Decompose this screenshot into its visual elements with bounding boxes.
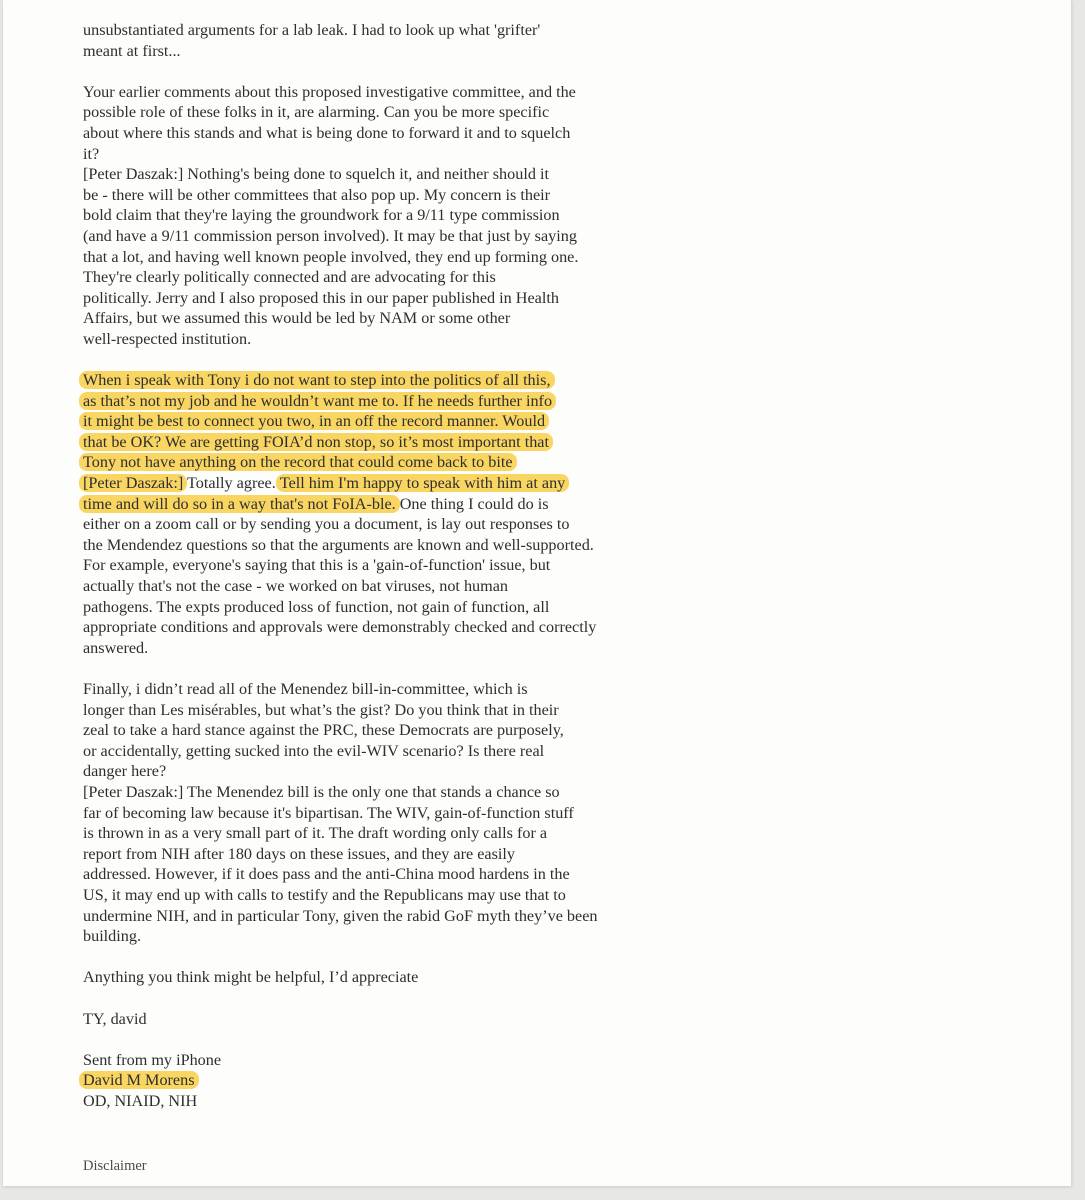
text-line: answered. xyxy=(83,638,149,657)
reply-plain-text: Totally agree. xyxy=(187,474,276,493)
text-line: either on a zoom call or by sending you a document, is lay out responses to xyxy=(83,515,570,534)
text-line: pathogens. The expts produced loss of function, not gain of function, all xyxy=(83,597,550,616)
text-line: Anything you think might be helpful, I’d appreciate xyxy=(83,968,419,987)
highlight-mark: as that’s not my job and he wouldn’t want me to. If he needs further info xyxy=(79,392,556,410)
disclaimer-link[interactable]: Disclaimer xyxy=(83,1158,147,1174)
text-line: appropriate conditions and approvals were demonstrably checked and correctly xyxy=(83,618,597,637)
text-line: is thrown in as a very small part of it. The draft wording only calls for a xyxy=(83,824,548,843)
text-line: that a lot, and having well known people involved, they end up forming one. xyxy=(83,247,579,266)
text-line: it? xyxy=(83,144,100,163)
text-line: longer than Les misérables, but what’s the gist? Do you think that in their xyxy=(83,700,559,719)
document-page xyxy=(3,0,1072,1186)
signature-name-line xyxy=(83,1070,673,1091)
text-line: Affairs, but we assumed this would be led by NAM or some other xyxy=(83,309,511,328)
highlight-mark: Tony not have anything on the record that could come back to bite xyxy=(79,453,517,471)
text-line: TY, david xyxy=(83,1009,147,1028)
text-line: For example, everyone's saying that this is a 'gain-of-function' issue, but xyxy=(83,556,551,575)
text-line: possible role of these folks in it, are alarming. Can you be more specific xyxy=(83,103,550,122)
highlighted-line xyxy=(83,370,673,391)
text-line: building. xyxy=(83,927,142,946)
text-line: unsubstantiated arguments for a lab leak. I had to look up what 'grifter' xyxy=(83,21,541,39)
reply-line xyxy=(83,494,673,515)
reply-line xyxy=(83,473,673,494)
paragraph-appreciate xyxy=(83,967,673,988)
highlight-mark: that be OK? We are getting FOIA’d non stop, so it’s most important that xyxy=(79,433,553,451)
text-line: report from NIH after 180 days on these issues, and they are easily xyxy=(83,844,515,863)
highlighted-line xyxy=(83,391,673,412)
text-line: [Peter Daszak:] Nothing's being done to squelch it, and neither should it xyxy=(83,165,549,184)
highlight-mark: it might be best to connect you two, in an off the record manner. Would xyxy=(79,412,549,430)
text-line: bold claim that they're laying the groundwork for a 9/11 type commission xyxy=(83,206,560,225)
text-line: politically. Jerry and I also proposed this in our paper published in Health xyxy=(83,288,559,307)
text-line: danger here? xyxy=(83,762,167,781)
paragraph-grifter xyxy=(83,20,673,61)
text-line: or accidentally, getting sucked into the evil-WIV scenario? Is there real xyxy=(83,741,545,760)
text-line: meant at first... xyxy=(83,41,181,60)
sent-from-line: Sent from my iPhone xyxy=(83,1050,222,1069)
highlight-mark: When i speak with Tony i do not want to step into the politics of all this, xyxy=(79,371,555,389)
email-signature xyxy=(83,1050,673,1112)
text-line: They're clearly politically connected and are advocating for this xyxy=(83,268,496,287)
paragraph-menendez xyxy=(83,679,673,947)
paragraph-ty xyxy=(83,1009,673,1030)
highlight-mark: time and will do so in a way that's not FoIA-ble. xyxy=(79,495,400,513)
text-line: (and have a 9/11 commission person involved). It may be that just by saying xyxy=(83,226,577,245)
text-line: be - there will be other committees that also pop up. My concern is their xyxy=(83,185,551,204)
email-body xyxy=(83,20,673,1111)
text-line: zeal to take a hard stance against the PRC, these Democrats are purposely, xyxy=(83,721,564,740)
text-line: US, it may end up with calls to testify and the Republicans may use that to xyxy=(83,885,566,904)
text-line: actually that's not the case - we worked on bat viruses, not human xyxy=(83,577,509,596)
highlighted-line xyxy=(83,452,673,473)
paragraph-tony-foia xyxy=(83,370,673,658)
signature-org-line: OD, NIAID, NIH xyxy=(83,1091,198,1110)
highlighted-line xyxy=(83,411,673,432)
text-line: addressed. However, if it does pass and the anti-China mood hardens in the xyxy=(83,865,570,884)
text-line: [Peter Daszak:] The Menendez bill is the only one that stands a chance so xyxy=(83,782,560,801)
reply-plain-text: One thing I could do is xyxy=(399,494,549,513)
text-line: far of becoming law because it's bipartisan. The WIV, gain-of-function stuff xyxy=(83,803,574,822)
text-line: Finally, i didn’t read all of the Menendez bill-in-committee, which is xyxy=(83,680,528,698)
paragraph-committee xyxy=(83,82,673,350)
text-line: well-respected institution. xyxy=(83,329,252,348)
speaker-highlight: [Peter Daszak:] xyxy=(79,474,187,492)
text-line: undermine NIH, and in particular Tony, given the rabid GoF myth they’ve been xyxy=(83,906,598,925)
text-line: about where this stands and what is being done to forward it and to squelch xyxy=(83,123,571,142)
highlighted-line xyxy=(83,432,673,453)
text-line: the Mendendez questions so that the arguments are known and well-supported. xyxy=(83,535,594,554)
text-line: Your earlier comments about this proposed investigative committee, and the xyxy=(83,82,576,101)
signature-name-highlight: David M Morens xyxy=(79,1071,199,1089)
highlight-mark: Tell him I'm happy to speak with him at any xyxy=(276,474,569,492)
